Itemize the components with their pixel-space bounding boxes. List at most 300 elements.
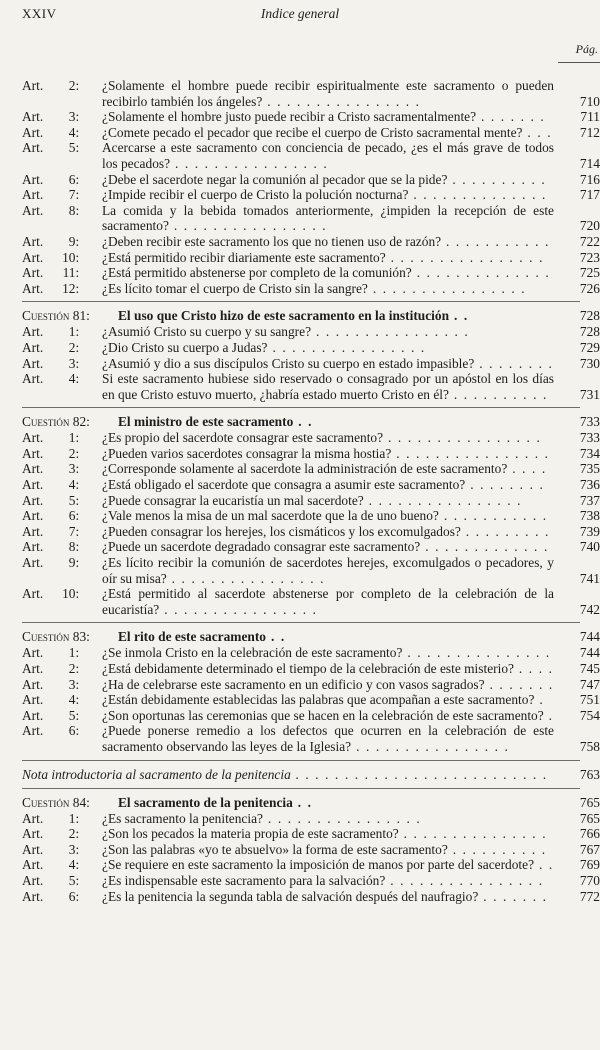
article-page: 710 bbox=[579, 93, 600, 109]
article-prefix: Art. bbox=[22, 555, 44, 571]
leader-dots: . . . . . . . . bbox=[465, 477, 545, 493]
article-number: 9: bbox=[68, 233, 80, 249]
article-question: ¿Es lícito recibir la comunión de sacerdotes herejes, excomulgados o pecadores, y oír su misa? bbox=[102, 555, 554, 586]
article-text bbox=[102, 661, 554, 677]
article-number: 5: bbox=[68, 707, 80, 723]
article-page: 734 bbox=[579, 445, 600, 461]
article-question: ¿Está debidamente determinado el tiempo de la celebración de este misterio? bbox=[102, 661, 514, 676]
question-label: Cuestión 82: bbox=[22, 414, 90, 430]
article-label bbox=[22, 539, 102, 555]
article-number: 8: bbox=[68, 539, 80, 555]
leader-dots: . . . . . . . . . . . . . . . . bbox=[351, 738, 510, 754]
article-number: 5: bbox=[68, 492, 80, 508]
leader-dots: . . . . . . . . . . . . . . . . bbox=[363, 492, 523, 508]
article-prefix: Art. bbox=[22, 692, 44, 708]
leader-dots: . . . . . . . . . . . . . . . . . . . . . . . . . . bbox=[290, 766, 549, 782]
article-label bbox=[22, 692, 102, 708]
article-question: ¿Es sacramento la penitencia? bbox=[102, 810, 263, 826]
article-page: 728 bbox=[579, 324, 600, 340]
article-number: 3: bbox=[68, 841, 80, 857]
article-text bbox=[102, 125, 554, 141]
article-number: 7: bbox=[68, 523, 80, 539]
leader-dots: . . . . . . . bbox=[484, 676, 554, 692]
question-label: Cuestión 83: bbox=[22, 629, 90, 645]
article-label bbox=[22, 723, 102, 739]
article-entry bbox=[22, 281, 600, 297]
article-entry bbox=[22, 140, 600, 171]
article-label bbox=[22, 524, 102, 540]
article-page: 738 bbox=[579, 508, 600, 524]
article-page: 712 bbox=[579, 124, 600, 140]
article-number: 2: bbox=[68, 445, 80, 461]
article-question: ¿Dio Cristo su cuerpo a Judas? bbox=[102, 339, 268, 355]
article-entry bbox=[22, 78, 600, 109]
article-number: 10: bbox=[62, 249, 80, 265]
article-prefix: Art. bbox=[22, 445, 44, 461]
article-entry bbox=[22, 371, 600, 402]
article-page: 731 bbox=[579, 386, 600, 402]
article-text bbox=[102, 340, 554, 356]
question-label: Cuestión 84: bbox=[22, 794, 90, 810]
article-prefix: Art. bbox=[22, 586, 44, 602]
article-entry bbox=[22, 430, 600, 446]
article-question: ¿Deben recibir este sacramento los que no tienen uso de razón? bbox=[102, 233, 442, 249]
leader-dots: . . . . . . . . . . . . . . . . bbox=[166, 570, 326, 586]
leader-dots: . . . . . . . . . . bbox=[447, 171, 547, 187]
article-text bbox=[102, 356, 554, 372]
article-number: 5: bbox=[68, 872, 80, 888]
article-entry bbox=[22, 826, 600, 842]
article-entry bbox=[22, 645, 600, 661]
article-label bbox=[22, 446, 102, 462]
article-prefix: Art. bbox=[22, 339, 44, 355]
article-number: 10: bbox=[62, 586, 80, 602]
article-entry bbox=[22, 677, 600, 693]
article-label bbox=[22, 125, 102, 141]
article-prefix: Art. bbox=[22, 477, 44, 493]
leader-dots: . . . . . . . . . . . . . . bbox=[411, 265, 551, 281]
article-label bbox=[22, 78, 102, 94]
article-entry bbox=[22, 324, 600, 340]
article-entry bbox=[22, 477, 600, 493]
article-label bbox=[22, 508, 102, 524]
article-text bbox=[102, 265, 554, 281]
leader-dots: . . . . . . . . . bbox=[460, 523, 550, 539]
question-title-text: El sacramento de la penitencia bbox=[118, 794, 293, 810]
article-number: 9: bbox=[68, 555, 80, 571]
article-entry bbox=[22, 508, 600, 524]
article-text bbox=[102, 723, 554, 754]
section-divider bbox=[22, 622, 580, 623]
article-prefix: Art. bbox=[22, 857, 44, 873]
article-question: ¿Está obligado el sacerdote que consagra a asumir este sacramento? bbox=[102, 477, 466, 493]
article-question: ¿Puede un sacerdote degradado consagrar este sacramento? bbox=[102, 539, 421, 555]
article-page: 751 bbox=[579, 692, 600, 708]
article-number: 6: bbox=[68, 171, 80, 187]
leader-dots: . . . . . . . . . . . . . . . . bbox=[170, 155, 329, 171]
article-question: ¿Son oportunas las ceremonias que se hacen en la celebración de este sacramento? bbox=[102, 707, 544, 723]
article-prefix: Art. bbox=[22, 78, 44, 93]
article-prefix: Art. bbox=[22, 280, 44, 296]
article-label bbox=[22, 555, 102, 571]
article-question: ¿Comete pecado el pecador que recibe el cuerpo de Cristo sacramental mente? bbox=[102, 124, 523, 140]
article-question: ¿Asumió Cristo su cuerpo y su sangre? bbox=[102, 324, 312, 340]
article-entry bbox=[22, 586, 600, 617]
page-column-label: Pág. bbox=[575, 42, 598, 56]
article-page: 723 bbox=[579, 249, 600, 265]
leader-dots: . . . . . . . . . . . . . . . . bbox=[311, 324, 470, 340]
article-label bbox=[22, 677, 102, 693]
article-number: 1: bbox=[68, 430, 80, 446]
article-page: 772 bbox=[579, 888, 600, 904]
article-prefix: Art. bbox=[22, 140, 44, 156]
article-text bbox=[102, 109, 554, 125]
article-prefix: Art. bbox=[22, 872, 44, 888]
article-prefix: Art. bbox=[22, 539, 44, 555]
article-question: ¿Puede consagrar la eucaristía un mal sacerdote? bbox=[102, 492, 364, 508]
article-entry bbox=[22, 203, 600, 234]
article-question: ¿Es propio del sacerdote consagrar este sacramento? bbox=[102, 430, 384, 446]
article-label bbox=[22, 661, 102, 677]
article-text bbox=[102, 508, 554, 524]
article-prefix: Art. bbox=[22, 171, 44, 187]
article-question: ¿Es lícito tomar el cuerpo de Cristo sin la sangre? bbox=[102, 280, 368, 296]
article-text bbox=[102, 187, 554, 203]
article-page: 735 bbox=[579, 461, 600, 477]
article-prefix: Art. bbox=[22, 508, 44, 524]
article-question: Si este sacramento hubiese sido reservado o consagrado por un apóstol en los días en que Cristo estuvo muerto, ¿habría estado muerto Cristo en él? bbox=[102, 371, 554, 402]
article-question: ¿Impide recibir el cuerpo de Cristo la polución nocturna? bbox=[102, 187, 409, 203]
article-entry bbox=[22, 692, 600, 708]
article-page: 711 bbox=[580, 109, 600, 125]
article-entry bbox=[22, 356, 600, 372]
table-of-contents bbox=[22, 78, 600, 904]
question-title-text: El uso que Cristo hizo de este sacramento en la institución bbox=[118, 308, 450, 324]
article-prefix: Art. bbox=[22, 202, 44, 218]
article-question: ¿Asumió y dio a sus discípulos Cristo su cuerpo en estado impasible? bbox=[102, 355, 475, 371]
article-number: 3: bbox=[68, 109, 80, 125]
article-prefix: Art. bbox=[22, 461, 44, 477]
article-question: ¿Corresponde solamente al sacerdote la administración de este sacramento? bbox=[102, 461, 508, 477]
article-number: 6: bbox=[68, 723, 80, 739]
leader-dots: . . . . . . . . . . . . . . . . bbox=[168, 218, 328, 234]
leader-dots: . . . . . . . . . . . . . . . . bbox=[383, 430, 542, 446]
article-entry bbox=[22, 234, 600, 250]
leader-dots: . . . . . . . . . . bbox=[448, 386, 548, 402]
article-page: 722 bbox=[579, 233, 600, 249]
article-entry bbox=[22, 340, 600, 356]
article-text bbox=[102, 172, 554, 188]
leader-dots: . . . . . . . bbox=[478, 888, 548, 904]
article-text bbox=[102, 586, 554, 617]
article-question: ¿Pueden consagrar los herejes, los cismáticos y los excomulgados? bbox=[102, 523, 461, 539]
article-prefix: Art. bbox=[22, 187, 44, 203]
article-label bbox=[22, 586, 102, 602]
article-page: 765 bbox=[579, 810, 600, 826]
leader-dots: . . . . . . . . bbox=[474, 355, 554, 371]
article-page: 769 bbox=[579, 857, 600, 873]
article-page: 744 bbox=[579, 645, 600, 661]
leader-dots: . . . . . . . . . . . . . . . . bbox=[367, 280, 527, 296]
article-number: 1: bbox=[68, 324, 80, 340]
page-column-rule bbox=[558, 62, 600, 63]
question-title bbox=[118, 795, 554, 811]
question-title-text: El rito de este sacramento bbox=[118, 629, 266, 645]
article-number: 1: bbox=[68, 810, 80, 826]
question-entry bbox=[22, 795, 600, 811]
article-text bbox=[102, 826, 554, 842]
question-entry bbox=[22, 308, 600, 324]
article-label bbox=[22, 493, 102, 509]
leader-dots: . . . . . . . . . . . . . . . . bbox=[385, 249, 545, 265]
article-question: Acercarse a este sacramento con conciencia de pecado, ¿es el más grave de todos los pecados? bbox=[102, 140, 554, 171]
article-text bbox=[102, 708, 554, 724]
article-label bbox=[22, 430, 102, 446]
article-label bbox=[22, 324, 102, 340]
article-text bbox=[102, 250, 554, 266]
article-question: ¿Solamente el hombre justo puede recibir a Cristo sacramentalmente? bbox=[102, 109, 477, 125]
article-prefix: Art. bbox=[22, 371, 44, 387]
article-number: 3: bbox=[68, 355, 80, 371]
article-number: 2: bbox=[68, 78, 80, 93]
leader-dots: . . bbox=[293, 414, 314, 430]
article-page: 758 bbox=[579, 738, 600, 754]
article-question: ¿Vale menos la misa de un mal sacerdote que la de uno bueno? bbox=[102, 508, 439, 524]
article-text bbox=[102, 446, 554, 462]
note-text bbox=[22, 767, 554, 783]
article-question: ¿Se inmola Cristo en la celebración de este sacramento? bbox=[102, 645, 403, 661]
article-label bbox=[22, 477, 102, 493]
question-page: 728 bbox=[579, 308, 600, 324]
article-prefix: Art. bbox=[22, 810, 44, 826]
article-number: 6: bbox=[68, 888, 80, 904]
article-entry bbox=[22, 125, 600, 141]
page-header bbox=[0, 0, 600, 30]
article-text bbox=[102, 493, 554, 509]
leader-dots: . . bbox=[266, 629, 286, 645]
leader-dots: . . . . . . . . . . . . . . . . bbox=[159, 601, 318, 617]
article-label bbox=[22, 356, 102, 372]
article-text bbox=[102, 203, 554, 234]
article-prefix: Art. bbox=[22, 109, 44, 125]
article-label bbox=[22, 842, 102, 858]
article-prefix: Art. bbox=[22, 841, 44, 857]
leader-dots: . . . . . . . . . . . . . . . bbox=[398, 826, 548, 842]
article-page: 767 bbox=[579, 841, 600, 857]
article-number: 4: bbox=[68, 857, 80, 873]
leader-dots: . . . . bbox=[513, 661, 554, 676]
article-prefix: Art. bbox=[22, 523, 44, 539]
article-page: 714 bbox=[579, 155, 600, 171]
question-title-text: El ministro de este sacramento bbox=[118, 414, 294, 430]
article-label bbox=[22, 889, 102, 905]
article-text bbox=[102, 889, 554, 905]
leader-dots: . . . bbox=[522, 124, 553, 140]
article-prefix: Art. bbox=[22, 661, 44, 676]
article-label bbox=[22, 234, 102, 250]
article-number: 3: bbox=[68, 676, 80, 692]
article-label bbox=[22, 109, 102, 125]
article-prefix: Art. bbox=[22, 888, 44, 904]
article-prefix: Art. bbox=[22, 355, 44, 371]
article-entry bbox=[22, 109, 600, 125]
leader-dots: . . . . . . . . . . . . . bbox=[420, 539, 549, 555]
article-entry bbox=[22, 555, 600, 586]
article-label bbox=[22, 461, 102, 477]
article-page: 733 bbox=[579, 430, 600, 446]
article-entry bbox=[22, 524, 600, 540]
article-number: 2: bbox=[68, 339, 80, 355]
article-question: ¿Está permitido al sacerdote abstenerse por completo de la celebración de la eucaristía? bbox=[102, 586, 554, 617]
article-label bbox=[22, 645, 102, 661]
article-prefix: Art. bbox=[22, 249, 44, 265]
leader-dots: . . . . . . . . . . . . . . bbox=[408, 187, 547, 203]
article-number: 6: bbox=[68, 508, 80, 524]
article-question: ¿Está permitido abstenerse por completo de la comunión? bbox=[102, 265, 412, 281]
article-text bbox=[102, 539, 554, 555]
article-text bbox=[102, 78, 554, 109]
article-question: ¿Pueden varios sacerdotes consagrar la misma hostia? bbox=[102, 445, 392, 461]
section-divider bbox=[22, 301, 580, 302]
article-label bbox=[22, 172, 102, 188]
article-prefix: Art. bbox=[22, 324, 44, 340]
question-page: 744 bbox=[579, 629, 600, 645]
article-entry bbox=[22, 172, 600, 188]
note-title: Nota introductoria al sacramento de la penitencia bbox=[22, 766, 291, 782]
page-number: XXIV bbox=[22, 6, 57, 21]
article-number: 2: bbox=[68, 826, 80, 842]
article-label bbox=[22, 708, 102, 724]
article-page: 737 bbox=[579, 492, 600, 508]
article-prefix: Art. bbox=[22, 645, 44, 661]
article-question: ¿Está permitido recibir diariamente este sacramento? bbox=[102, 249, 386, 265]
article-page: 747 bbox=[579, 676, 600, 692]
article-page: 754 bbox=[579, 707, 600, 723]
article-text bbox=[102, 873, 554, 889]
article-prefix: Art. bbox=[22, 124, 44, 140]
article-page: 717 bbox=[579, 187, 600, 203]
article-entry bbox=[22, 461, 600, 477]
running-title: Indice general bbox=[260, 6, 340, 21]
article-prefix: Art. bbox=[22, 492, 44, 508]
article-text bbox=[102, 324, 554, 340]
article-text bbox=[102, 842, 554, 858]
article-label bbox=[22, 340, 102, 356]
article-entry bbox=[22, 187, 600, 203]
question-entry bbox=[22, 629, 600, 645]
article-entry bbox=[22, 811, 600, 827]
article-number: 4: bbox=[68, 477, 80, 493]
article-page: 740 bbox=[579, 539, 600, 555]
article-page: 739 bbox=[579, 523, 600, 539]
article-label bbox=[22, 265, 102, 281]
article-entry bbox=[22, 265, 600, 281]
article-page: 716 bbox=[579, 171, 600, 187]
article-question: ¿Son las palabras «yo te absuelvo» la forma de este sacramento? bbox=[102, 841, 448, 857]
article-entry bbox=[22, 446, 600, 462]
article-entry bbox=[22, 723, 600, 754]
article-question: ¿Es indispensable este sacramento para la salvación? bbox=[102, 872, 386, 888]
article-question: ¿Se requiere en este sacramento la imposición de manos por parte del sacerdote? bbox=[102, 857, 535, 873]
leader-dots: . . . . . . . . . . . . . . . . bbox=[391, 445, 550, 461]
section-divider bbox=[22, 760, 580, 761]
leader-dots: . . . . . . . . . . . . . . . . bbox=[262, 93, 421, 109]
article-text bbox=[102, 140, 554, 171]
article-text bbox=[102, 677, 554, 693]
article-text bbox=[102, 477, 554, 493]
article-question: ¿Ha de celebrarse este sacramento en un edificio y con vasos sagrados? bbox=[102, 676, 485, 692]
article-text bbox=[102, 461, 554, 477]
article-question: ¿Solamente el hombre puede recibir espiritualmente este sacramento o pueden recibirlo también los ángeles? bbox=[102, 78, 554, 109]
article-text bbox=[102, 811, 554, 827]
leader-dots: . . . . . . . . . . . . . . . . bbox=[385, 872, 544, 888]
article-question: ¿Son los pecados la materia propia de este sacramento? bbox=[102, 826, 399, 842]
article-entry bbox=[22, 842, 600, 858]
article-number: 4: bbox=[68, 692, 80, 708]
article-number: 4: bbox=[68, 371, 80, 387]
article-label bbox=[22, 281, 102, 297]
article-number: 12: bbox=[62, 280, 80, 296]
article-label bbox=[22, 187, 102, 203]
article-question: ¿Puede ponerse remedio a los defectos que ocurren en la celebración de este sacramento observando las leyes de la Iglesia? bbox=[102, 723, 554, 754]
article-text bbox=[102, 281, 554, 297]
section-divider bbox=[22, 788, 580, 789]
article-label bbox=[22, 140, 102, 156]
article-prefix: Art. bbox=[22, 233, 44, 249]
leader-dots: . . . . . . . . . . . . . . . . bbox=[262, 810, 422, 826]
article-text bbox=[102, 857, 554, 873]
leader-dots: . . . . . . . . . . . bbox=[438, 508, 548, 524]
article-text bbox=[102, 645, 554, 661]
article-entry bbox=[22, 873, 600, 889]
note-page: 763 bbox=[579, 766, 600, 782]
article-number: 5: bbox=[68, 140, 80, 156]
article-text bbox=[102, 692, 554, 708]
article-entry bbox=[22, 493, 600, 509]
article-number: 7: bbox=[68, 187, 80, 203]
article-number: 4: bbox=[68, 124, 80, 140]
article-entry bbox=[22, 661, 600, 677]
article-page: 736 bbox=[579, 477, 600, 493]
article-label bbox=[22, 826, 102, 842]
article-label bbox=[22, 873, 102, 889]
article-page: 726 bbox=[579, 280, 600, 296]
article-page: 766 bbox=[579, 826, 600, 842]
article-number: 2: bbox=[68, 661, 80, 676]
article-question: ¿Están debidamente establecidas las palabras que acompañan a este sacramento? bbox=[102, 692, 535, 708]
leader-dots: . . bbox=[534, 857, 554, 873]
article-label bbox=[22, 857, 102, 873]
article-page: 741 bbox=[579, 570, 600, 586]
question-title bbox=[118, 414, 554, 430]
article-prefix: Art. bbox=[22, 707, 44, 723]
article-text bbox=[102, 234, 554, 250]
question-label: Cuestión 81: bbox=[22, 308, 90, 324]
article-label bbox=[22, 811, 102, 827]
article-question: ¿Es la penitencia la segunda tabla de salvación después del naufragio? bbox=[102, 888, 479, 904]
article-entry bbox=[22, 889, 600, 905]
article-number: 11: bbox=[62, 265, 80, 281]
leader-dots: . . bbox=[449, 308, 469, 324]
article-question: La comida y la bebida tomados anteriormente, ¿impiden la recepción de este sacramento? bbox=[102, 202, 554, 234]
article-text bbox=[102, 430, 554, 446]
article-number: 1: bbox=[68, 645, 80, 661]
article-page: 742 bbox=[579, 601, 600, 617]
question-page: 765 bbox=[579, 794, 600, 810]
leader-dots: . . . . bbox=[507, 461, 547, 477]
article-page: 770 bbox=[579, 872, 600, 888]
article-prefix: Art. bbox=[22, 265, 44, 281]
